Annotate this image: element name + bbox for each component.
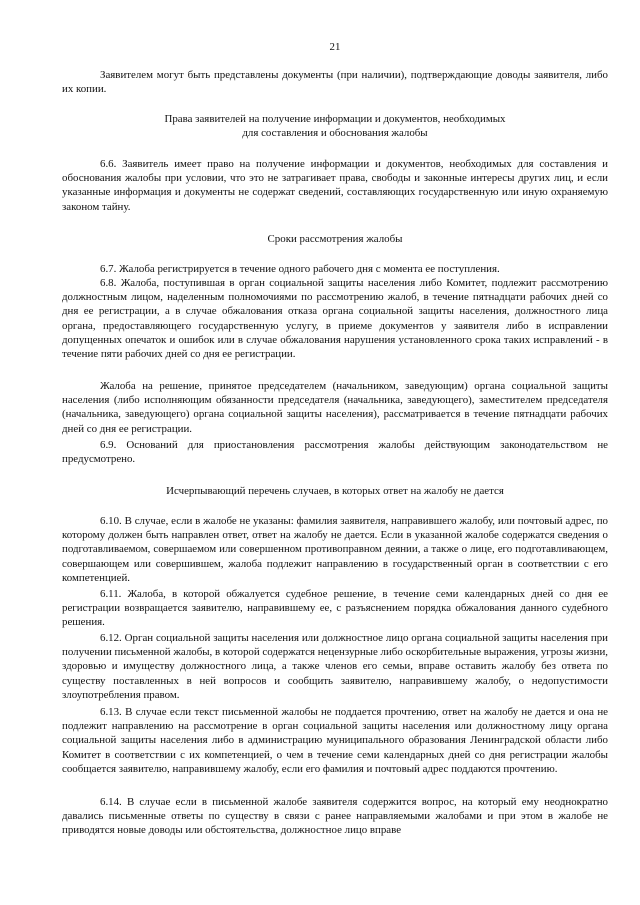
paragraph-6-14: 6.14. В случае если в письменной жалобе заявителя содержится вопрос, на который ему неоднократно давались письменные ответы по существу в связи с ранее направляемыми жалобами и при этом в жалобе не приводятся новые доводы или обстоятельства, должностное лицо вправе xyxy=(62,796,608,837)
intro-paragraph: Заявителем могут быть представлены документы (при наличии), подтверждающие доводы заявителя, либо их копии. xyxy=(62,69,608,96)
paragraph-6-9: 6.9. Оснований для приостановления рассмотрения жалобы действующим законодательством не предусмотрено. xyxy=(62,439,608,466)
paragraph-6-8-appeal: Жалоба на решение, принятое председателем (начальником, заведующим) органа социальной защиты населения (либо исполняющим обязанности председателя (начальника, заведующего), заместителем председателя (начальника, заведующего) органа социальной защиты населения), рассматривается в течение пятнадцати рабочих дней со дня ее регистрации. xyxy=(62,380,608,435)
paragraph-6-11: 6.11. Жалоба, в которой обжалуется судебное решение, в течение семи календарных дней со дня ее регистрации возвращается заявителю, направившему ее, с разъяснением порядка обжалования данного судебного решения. xyxy=(62,588,608,629)
heading-rights-line2: для составления и обоснования жалобы xyxy=(242,127,428,140)
paragraph-6-8: 6.8. Жалоба, поступившая в орган социальной защиты населения либо Комитет, подлежит рассмотрению должностным лицом, наделенным полномочиями по рассмотрению жалоб, в течение пятнадцати рабочих дней со дня ее регистрации, а в случае обжалования отказа органа социальной защиты населения, должностного лица органа, предоставляющего государственную услугу, в приеме документов у заявителя либо в исправлении допущенных опечаток и ошибок или в случае обжалования нарушения установленного срока таких исправлений - в течение пяти рабочих дней со дня ее регистрации. xyxy=(62,277,608,361)
heading-rights-line1: Права заявителей на получение информации и документов, необходимых xyxy=(164,113,506,125)
page-number: 21 xyxy=(329,41,341,53)
heading-no-answer-cases: Исчерпывающий перечень случаев, в которых ответ на жалобу не дается xyxy=(166,485,504,497)
paragraph-6-7: 6.7. Жалоба регистрируется в течение одного рабочего дня с момента ее поступления. xyxy=(100,263,500,275)
heading-rights xyxy=(62,112,608,140)
paragraph-6-12: 6.12. Орган социальной защиты населения или должностное лицо органа социальной защиты населения при получении письменной жалобы, в которой содержатся нецензурные либо оскорбительные выражения, угрозы жизни, здоровью и имуществу должностного лица, а также членов его семьи, вправе оставить жалобу без ответа по существу поставленных в ней вопросов и сообщить заявителю, направившему жалобу, о недопустимости злоупотребления правом. xyxy=(62,632,609,701)
paragraph-6-13: 6.13. В случае если текст письменной жалобы не поддается прочтению, ответ на жалобу не дается и она не подлежит направлению на рассмотрение в орган социальной защиты населения или должностному лицу органа социальной защиты населения либо в администрацию муниципального образования Ленинградской области либо Комитет в соответствии с их компетенцией, о чем в течение семи календарных дней со дня регистрации жалобы сообщается заявителю, направившему жалобу, если его фамилия и почтовый адрес поддаются прочтению. xyxy=(62,706,608,775)
heading-terms: Сроки рассмотрения жалобы xyxy=(267,233,403,245)
paragraph-6-6: 6.6. Заявитель имеет право на получение информации и документов, необходимых для составления и обоснования жалобы при условии, что это не затрагивает права, свободы и законные интересы других лиц, и если указанные информация и документы не содержат сведений, составляющих государственную или иную охраняемую законом тайну. xyxy=(62,158,608,213)
paragraph-6-10: 6.10. В случае, если в жалобе не указаны: фамилия заявителя, направившего жалобу, или почтовый адрес, по которому должен быть направлен ответ, ответ на жалобу не дается. Если в указанной жалобе содержатся сведения о подготавливаемом, совершаемом или совершенном противоправном деянии, а также о лице, его подготавливающем, совершающем или совершившем, жалоба подлежит направлению в государственный орган в соответствии с его компетенцией. xyxy=(62,515,608,584)
